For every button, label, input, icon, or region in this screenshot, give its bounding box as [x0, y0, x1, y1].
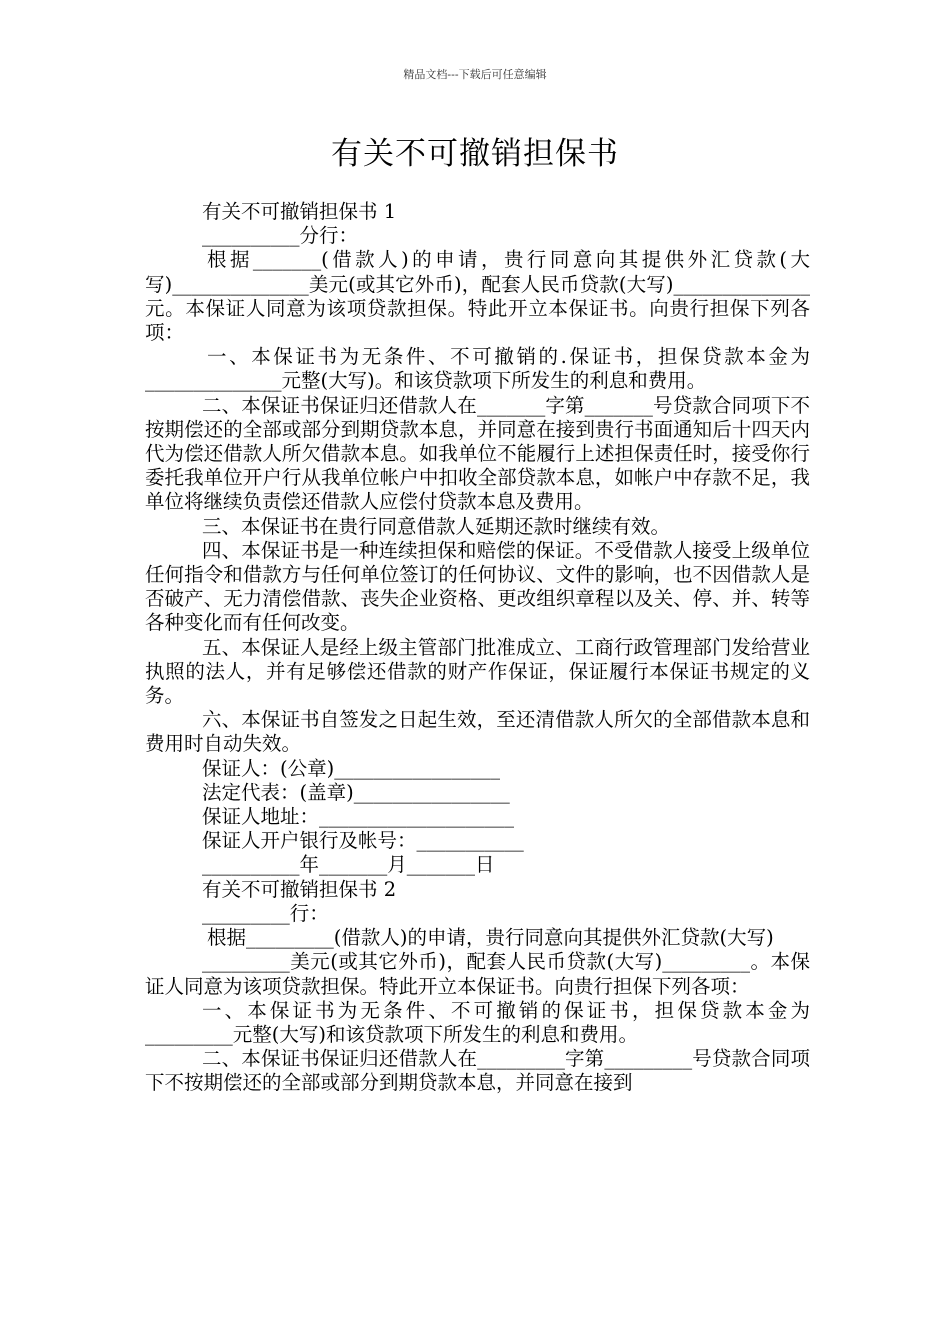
- addressee-line: __________分行：: [202, 224, 359, 248]
- clause-5: 五、本保证人是经上级主管部门批准成立、工商行政管理部门发给营业执照的法人，并有足够偿还借款的财产作保证，保证履行本保证书规定的义务。: [145, 635, 810, 708]
- paragraph-intro-2-cont: _________美元(或其它外币)，配套人民币贷款(大写)_________。本保证人同意为该项贷款担保。特此开立本保证书。向贵行担保下列各项：: [145, 950, 810, 998]
- signature-bank-account: 保证人开户银行及帐号：___________: [202, 829, 524, 853]
- clause-3: 三、本保证书在贵行同意借款人延期还款时继续有效。: [202, 514, 671, 538]
- clause-4: 四、本保证书是一种连续担保和赔偿的保证。不受借款人接受上级单位任何指令和借款方与任何单位签订的任何协议、文件的影响，也不因借款人是否破产、无力清偿借款、丧失企业资格、更改组织章程以及关、停、并、转等各种变化而有任何改变。: [145, 538, 810, 635]
- header-note: 精品文档---下载后可任意编辑: [403, 68, 547, 81]
- section-heading-1: 有关不可撤销担保书 1: [202, 200, 397, 223]
- clause-6: 六、本保证书自签发之日起生效，至还清借款人所欠的全部借款本息和费用时自动失效。: [145, 708, 810, 756]
- signature-guarantor: 保证人：(公章)_________________: [202, 756, 500, 780]
- signature-legal-rep: 法定代表：(盖章)________________: [202, 780, 510, 804]
- clause-1: 一、本保证书为无条件、不可撤销的.保证书，担保贷款本金为______________元整(大写)。和该贷款项下所发生的利息和费用。: [145, 345, 810, 393]
- section-heading-2: 有关不可撤销担保书 2: [202, 877, 397, 901]
- signature-date: __________年_______月_______日: [202, 853, 495, 877]
- paragraph-intro: 根据_______(借款人)的申请，贵行同意向其提供外汇贷款(大写)______________美元(或其它外币)，配套人民币贷款(大写)______________元。本保证人同意为该项贷款担保。特此开立本保证书。向贵行担保下列各项：: [145, 248, 810, 345]
- document-title: 有关不可撤销担保书: [331, 136, 619, 172]
- addressee-line-2: _________行：: [202, 901, 329, 925]
- clause-2-1: 一、本保证书为无条件、不可撤销的保证书，担保贷款本金为_________元整(大写)和该贷款项下所发生的利息和费用。: [145, 998, 810, 1046]
- clause-2: 二、本保证书保证归还借款人在_______字第_______号贷款合同项下不按期偿还的全部或部分到期贷款本息，并同意在接到贵行书面通知后十四天内代为偿还借款人所欠借款本息。如我单位不能履行上述担保责任时，接受你行委托我单位开户行从我单位帐户中扣收全部贷款本息，如帐户中存款不足，我单位将继续负责偿还借款人应偿付贷款本息及费用。: [145, 393, 810, 514]
- signature-address: 保证人地址：____________________: [202, 805, 515, 829]
- document-body: [145, 200, 810, 1096]
- paragraph-intro-2: 根据_________(借款人)的申请，贵行同意向其提供外汇贷款(大写): [207, 926, 774, 950]
- clause-2-2: 二、本保证书保证归还借款人在_________字第_________号贷款合同项下不按期偿还的全部或部分到期贷款本息，并同意在接到: [145, 1047, 810, 1095]
